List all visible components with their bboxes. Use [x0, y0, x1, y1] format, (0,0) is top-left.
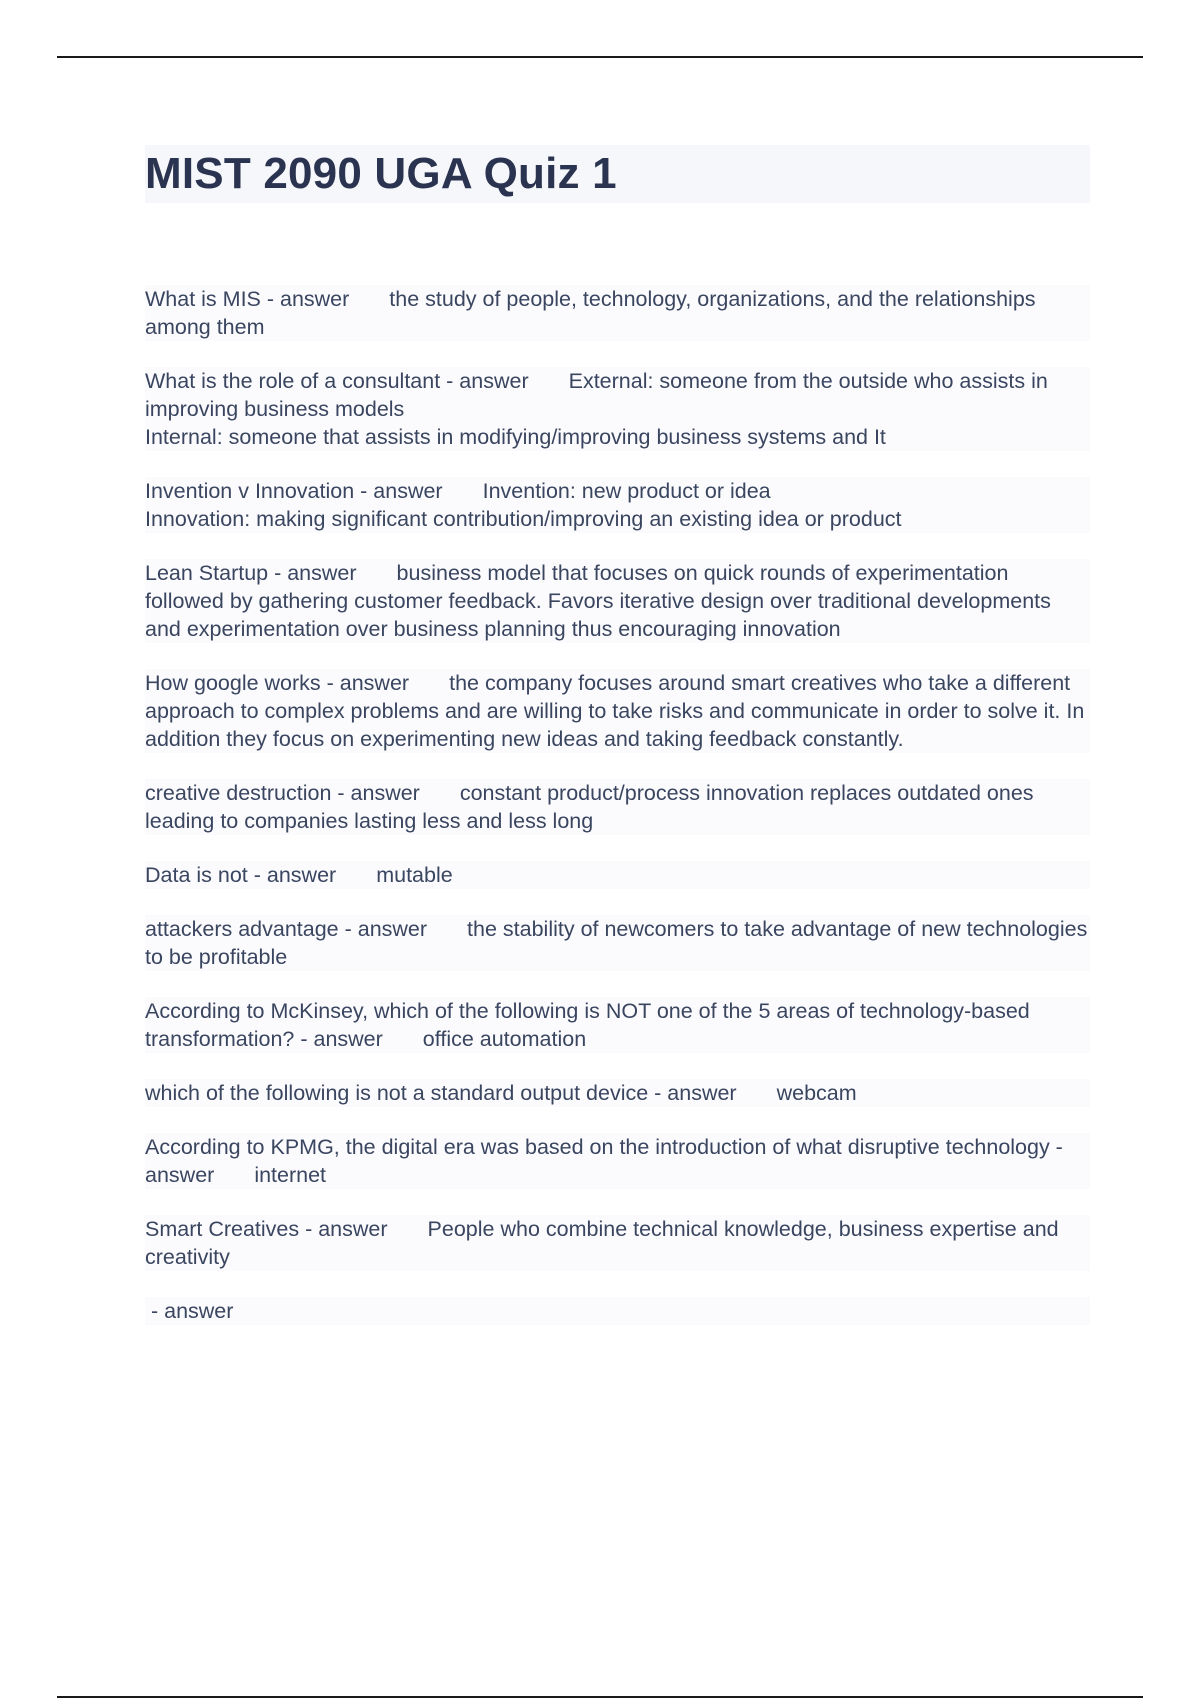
question-text: What is MIS - answer — [145, 287, 350, 311]
qa-item — [145, 367, 1090, 451]
answer-text: External: someone from the outside who assists in improving business models — [145, 369, 1054, 421]
question-text: What is the role of a consultant - answer — [145, 369, 529, 393]
question-text: How google works - answer — [145, 671, 410, 695]
answer-text: mutable — [376, 863, 453, 887]
answer-text: webcam — [776, 1081, 857, 1105]
question-text: Lean Startup - answer — [145, 561, 357, 585]
qa-item — [145, 1215, 1090, 1271]
qa-item — [145, 559, 1090, 643]
answer-text: constant product/process innovation replaces outdated ones leading to companies lasting less and less long — [145, 781, 1040, 833]
question-text: Smart Creatives - answer — [145, 1217, 388, 1241]
answer-text: the study of people, technology, organizations, and the relationships among them — [145, 287, 1042, 339]
qa-item — [145, 669, 1090, 753]
document-body — [145, 145, 1094, 1351]
answer-text: the company focuses around smart creatives who take a different approach to complex problems and are willing to take risks and communicate in order to solve it. In addition they focus on experimenting new ideas and taking feedback constantly. — [145, 671, 1091, 751]
qa-item — [145, 285, 1090, 341]
question-text: - answer — [145, 1299, 234, 1323]
question-text: creative destruction - answer — [145, 781, 420, 805]
answer-text: business model that focuses on quick rounds of experimentation followed by gathering customer feedback. Favors iterative design over traditional developments and experimentation over business planning thus encouraging innovation — [145, 561, 1057, 641]
qa-item — [145, 1133, 1090, 1189]
qa-list — [145, 285, 1094, 1325]
answer-extra-text: Internal: someone that assists in modifying/improving business systems and It — [145, 425, 886, 449]
top-rule — [57, 56, 1143, 58]
question-text: Invention v Innovation - answer — [145, 479, 443, 503]
question-text: which of the following is not a standard output device - answer — [145, 1081, 737, 1105]
qa-item — [145, 997, 1090, 1053]
question-text: According to McKinsey, which of the following is NOT one of the 5 areas of technology-based transformation? - answer — [145, 999, 1036, 1051]
question-text: Data is not - answer — [145, 863, 337, 887]
qa-item — [145, 861, 1090, 889]
qa-item — [145, 779, 1090, 835]
answer-text: internet — [254, 1163, 327, 1187]
answer-text: office automation — [422, 1027, 587, 1051]
title-band — [145, 145, 1090, 203]
qa-item — [145, 915, 1094, 971]
question-text: attackers advantage - answer — [145, 917, 428, 941]
answer-text: the stability of newcomers to take advantage of new technologies to be profitable — [145, 917, 1094, 969]
qa-item — [145, 477, 1090, 533]
question-text: According to KPMG, the digital era was based on the introduction of what disruptive technology - answer — [145, 1135, 1069, 1187]
answer-text: Invention: new product or idea — [482, 479, 771, 503]
answer-text: People who combine technical knowledge, business expertise and creativity — [145, 1217, 1065, 1269]
bottom-rule — [57, 1696, 1143, 1698]
qa-item — [145, 1079, 1090, 1107]
qa-item — [145, 1297, 1090, 1325]
page-title: MIST 2090 UGA Quiz 1 — [145, 149, 617, 198]
answer-extra-text: Innovation: making significant contribution/improving an existing idea or product — [145, 507, 902, 531]
